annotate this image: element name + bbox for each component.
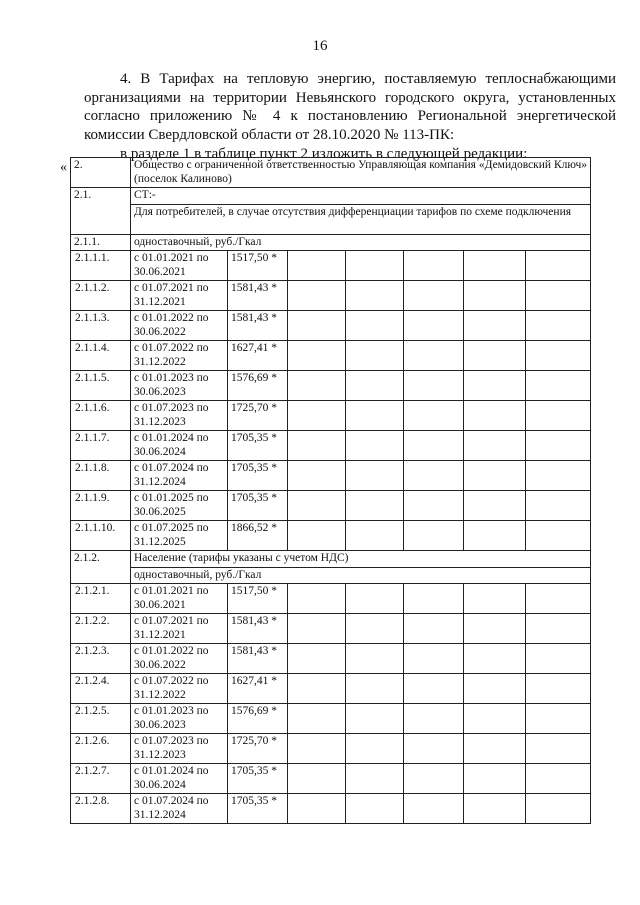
empty-cell xyxy=(464,401,526,431)
empty-cell xyxy=(288,341,346,371)
tariff-value: 1581,43 * xyxy=(228,614,288,644)
empty-cell xyxy=(526,311,591,341)
period-end: 31.12.2021 xyxy=(134,628,186,641)
empty-cell xyxy=(526,704,591,734)
empty-cell xyxy=(288,491,346,521)
consumers-label: Для потребителей, в случае отсутствия дифференциации тарифов по схеме подключения xyxy=(131,204,591,234)
table-row xyxy=(71,614,591,644)
tariff-value: 1725,70 * xyxy=(228,734,288,764)
empty-cell xyxy=(346,311,404,341)
empty-cell xyxy=(526,341,591,371)
empty-cell xyxy=(464,281,526,311)
period-start: с 01.01.2022 по xyxy=(134,312,209,324)
period-end: 31.12.2023 xyxy=(134,748,186,761)
period-start: с 01.01.2023 по xyxy=(134,705,209,717)
empty-cell xyxy=(464,341,526,371)
empty-cell xyxy=(404,584,464,614)
period-end: 30.06.2025 xyxy=(134,505,186,518)
empty-cell xyxy=(404,431,464,461)
empty-cell xyxy=(346,251,404,281)
empty-cell xyxy=(526,584,591,614)
empty-cell xyxy=(288,401,346,431)
empty-cell xyxy=(464,614,526,644)
table-row xyxy=(71,521,591,551)
empty-cell xyxy=(346,341,404,371)
tariff-value: 1576,69 * xyxy=(228,371,288,401)
empty-cell xyxy=(526,251,591,281)
empty-cell xyxy=(288,251,346,281)
period-cell xyxy=(131,371,228,401)
empty-cell xyxy=(404,281,464,311)
period-end: 30.06.2021 xyxy=(134,265,186,278)
tariff-value: 1725,70 * xyxy=(228,401,288,431)
period-start: с 01.07.2021 по xyxy=(134,282,209,294)
table-row xyxy=(71,431,591,461)
empty-cell xyxy=(346,704,404,734)
empty-cell xyxy=(404,251,464,281)
empty-cell xyxy=(464,794,526,824)
empty-cell xyxy=(288,644,346,674)
table-row xyxy=(71,734,591,764)
empty-cell xyxy=(526,371,591,401)
tariff-value: 1576,69 * xyxy=(228,704,288,734)
empty-cell xyxy=(526,461,591,491)
empty-cell xyxy=(464,371,526,401)
table-row-group2 xyxy=(71,551,591,568)
row-number: 2.1.1.8. xyxy=(71,461,131,491)
empty-cell xyxy=(288,521,346,551)
row-number: 2.1.2.2. xyxy=(71,614,131,644)
group2-sub-label: одноставочный, руб./Гкал xyxy=(131,567,591,584)
period-cell xyxy=(131,431,228,461)
table-row xyxy=(71,371,591,401)
period-end: 30.06.2021 xyxy=(134,598,186,611)
system-name: СТ:- xyxy=(131,188,591,205)
table-row xyxy=(71,704,591,734)
empty-cell xyxy=(464,704,526,734)
period-end: 30.06.2023 xyxy=(134,718,186,731)
empty-cell xyxy=(404,644,464,674)
tariff-value: 1705,35 * xyxy=(228,764,288,794)
empty-cell xyxy=(288,431,346,461)
period-cell xyxy=(131,401,228,431)
org-number: 2. xyxy=(71,158,131,188)
tariff-value: 1705,35 * xyxy=(228,431,288,461)
row-number: 2.1.2.8. xyxy=(71,794,131,824)
empty-cell xyxy=(526,521,591,551)
empty-cell xyxy=(404,491,464,521)
empty-cell xyxy=(346,794,404,824)
empty-cell xyxy=(404,734,464,764)
row-number: 2.1.1.5. xyxy=(71,371,131,401)
period-end: 31.12.2023 xyxy=(134,415,186,428)
period-end: 30.06.2022 xyxy=(134,658,186,671)
empty-cell xyxy=(464,584,526,614)
period-end: 31.12.2022 xyxy=(134,355,186,368)
empty-cell xyxy=(464,764,526,794)
empty-cell xyxy=(346,644,404,674)
table-row xyxy=(71,674,591,704)
empty-cell xyxy=(288,371,346,401)
period-start: с 01.01.2024 по xyxy=(134,432,209,444)
empty-cell xyxy=(288,674,346,704)
empty-cell xyxy=(346,521,404,551)
period-start: с 01.01.2025 по xyxy=(134,492,209,504)
row-number: 2.1.1.3. xyxy=(71,311,131,341)
period-end: 30.06.2023 xyxy=(134,385,186,398)
table-row xyxy=(71,461,591,491)
empty-cell xyxy=(464,461,526,491)
period-start: с 01.07.2024 по xyxy=(134,795,209,807)
empty-cell xyxy=(404,401,464,431)
period-start: с 01.01.2021 по xyxy=(134,585,209,597)
page-number: 16 xyxy=(312,38,328,54)
period-start: с 01.07.2023 по xyxy=(134,402,209,414)
empty-cell xyxy=(288,734,346,764)
org-name: Общество с ограниченной ответственностью Управляющая компания «Демидовский Ключ» (поселок Калиново) xyxy=(131,158,591,188)
period-start: с 01.07.2021 по xyxy=(134,615,209,627)
period-end: 31.12.2025 xyxy=(134,535,186,548)
system-number: 2.1. xyxy=(71,188,131,235)
period-start: с 01.07.2023 по xyxy=(134,735,209,747)
empty-cell xyxy=(288,461,346,491)
empty-cell xyxy=(346,614,404,644)
empty-cell xyxy=(464,311,526,341)
empty-cell xyxy=(526,734,591,764)
row-number: 2.1.1.2. xyxy=(71,281,131,311)
table-row xyxy=(71,281,591,311)
period-end: 30.06.2022 xyxy=(134,325,186,338)
period-cell xyxy=(131,584,228,614)
group2-label: Население (тарифы указаны с учетом НДС) xyxy=(131,551,591,568)
empty-cell xyxy=(404,704,464,734)
period-start: с 01.07.2022 по xyxy=(134,675,209,687)
empty-cell xyxy=(346,461,404,491)
tariff-value: 1517,50 * xyxy=(228,584,288,614)
period-cell xyxy=(131,461,228,491)
empty-cell xyxy=(346,734,404,764)
empty-cell xyxy=(288,281,346,311)
empty-cell xyxy=(288,764,346,794)
tariff-value: 1581,43 * xyxy=(228,644,288,674)
empty-cell xyxy=(464,431,526,461)
empty-cell xyxy=(288,704,346,734)
tariff-value: 1705,35 * xyxy=(228,794,288,824)
tariff-value: 1705,35 * xyxy=(228,491,288,521)
tariff-value: 1627,41 * xyxy=(228,341,288,371)
empty-cell xyxy=(346,401,404,431)
empty-cell xyxy=(346,281,404,311)
empty-cell xyxy=(288,614,346,644)
period-start: с 01.07.2025 по xyxy=(134,522,209,534)
tariff-value: 1517,50 * xyxy=(228,251,288,281)
empty-cell xyxy=(526,794,591,824)
period-end: 31.12.2022 xyxy=(134,688,186,701)
group1-number: 2.1.1. xyxy=(71,234,131,251)
table-row-system xyxy=(71,188,591,205)
tariff-value: 1705,35 * xyxy=(228,461,288,491)
table-row-group2-sub xyxy=(71,567,591,584)
table-row-group1 xyxy=(71,234,591,251)
empty-cell xyxy=(526,614,591,644)
open-quote: « xyxy=(60,160,67,175)
period-cell xyxy=(131,521,228,551)
empty-cell xyxy=(346,674,404,704)
period-cell xyxy=(131,251,228,281)
row-number: 2.1.2.3. xyxy=(71,644,131,674)
tariff-value: 1581,43 * xyxy=(228,311,288,341)
row-number: 2.1.1.9. xyxy=(71,491,131,521)
period-cell xyxy=(131,674,228,704)
tariff-value: 1627,41 * xyxy=(228,674,288,704)
empty-cell xyxy=(404,341,464,371)
empty-cell xyxy=(464,644,526,674)
tariff-table xyxy=(70,157,591,824)
table-row xyxy=(71,644,591,674)
period-end: 31.12.2024 xyxy=(134,808,186,821)
empty-cell xyxy=(404,614,464,644)
empty-cell xyxy=(404,371,464,401)
empty-cell xyxy=(526,401,591,431)
empty-cell xyxy=(346,431,404,461)
row-number: 2.1.2.1. xyxy=(71,584,131,614)
empty-cell xyxy=(464,521,526,551)
empty-cell xyxy=(526,491,591,521)
empty-cell xyxy=(288,311,346,341)
empty-cell xyxy=(404,794,464,824)
tariff-value: 1866,52 * xyxy=(228,521,288,551)
table-row xyxy=(71,794,591,824)
empty-cell xyxy=(404,461,464,491)
period-end: 31.12.2021 xyxy=(134,295,186,308)
intro-paragraph: 4. В Тарифах на тепловую энергию, поставляемую теплоснабжающими организациями на территории Невьянского городского округа, установленных согласно приложению № 4 к постановлению Региональной энергетической комиссии Свердловской области от 28.10.2020 № 113-ПК: xyxy=(84,71,616,143)
period-cell xyxy=(131,794,228,824)
period-start: с 01.07.2024 по xyxy=(134,462,209,474)
empty-cell xyxy=(526,431,591,461)
table-row-consumers xyxy=(71,204,591,234)
group1-label: одноставочный, руб./Гкал xyxy=(131,234,591,251)
empty-cell xyxy=(288,584,346,614)
empty-cell xyxy=(464,491,526,521)
table-row xyxy=(71,341,591,371)
empty-cell xyxy=(404,521,464,551)
table-row xyxy=(71,764,591,794)
period-cell xyxy=(131,281,228,311)
period-start: с 01.07.2022 по xyxy=(134,342,209,354)
empty-cell xyxy=(346,371,404,401)
row-number: 2.1.1.4. xyxy=(71,341,131,371)
empty-cell xyxy=(404,674,464,704)
period-start: с 01.01.2021 по xyxy=(134,252,209,264)
period-cell xyxy=(131,311,228,341)
empty-cell xyxy=(464,674,526,704)
table-row xyxy=(71,401,591,431)
empty-cell xyxy=(288,794,346,824)
period-end: 30.06.2024 xyxy=(134,445,186,458)
period-cell xyxy=(131,341,228,371)
period-cell xyxy=(131,764,228,794)
period-cell xyxy=(131,491,228,521)
row-number: 2.1.1.6. xyxy=(71,401,131,431)
row-number: 2.1.1.7. xyxy=(71,431,131,461)
period-start: с 01.01.2022 по xyxy=(134,645,209,657)
row-number: 2.1.1.1. xyxy=(71,251,131,281)
empty-cell xyxy=(404,764,464,794)
empty-cell xyxy=(346,764,404,794)
table-row xyxy=(71,311,591,341)
empty-cell xyxy=(346,584,404,614)
empty-cell xyxy=(526,674,591,704)
table-row xyxy=(71,251,591,281)
table-row-org xyxy=(71,158,591,188)
row-number: 2.1.1.10. xyxy=(71,521,131,551)
empty-cell xyxy=(346,491,404,521)
empty-cell xyxy=(526,644,591,674)
empty-cell xyxy=(526,281,591,311)
table-row xyxy=(71,491,591,521)
period-cell xyxy=(131,734,228,764)
row-number: 2.1.2.6. xyxy=(71,734,131,764)
empty-cell xyxy=(404,311,464,341)
row-number: 2.1.2.4. xyxy=(71,674,131,704)
empty-cell xyxy=(464,251,526,281)
period-end: 30.06.2024 xyxy=(134,778,186,791)
period-end: 31.12.2024 xyxy=(134,475,186,488)
tariff-value: 1581,43 * xyxy=(228,281,288,311)
period-cell xyxy=(131,704,228,734)
row-number: 2.1.2.7. xyxy=(71,764,131,794)
period-cell xyxy=(131,644,228,674)
empty-cell xyxy=(526,764,591,794)
row-number: 2.1.2.5. xyxy=(71,704,131,734)
period-start: с 01.01.2023 по xyxy=(134,372,209,384)
period-cell xyxy=(131,614,228,644)
instruction-text: в разделе 1 в таблице пункт 2 изложить в следующей редакции: xyxy=(120,146,528,162)
empty-cell xyxy=(464,734,526,764)
period-start: с 01.01.2024 по xyxy=(134,765,209,777)
group2-number: 2.1.2. xyxy=(71,551,131,584)
table-row xyxy=(71,584,591,614)
